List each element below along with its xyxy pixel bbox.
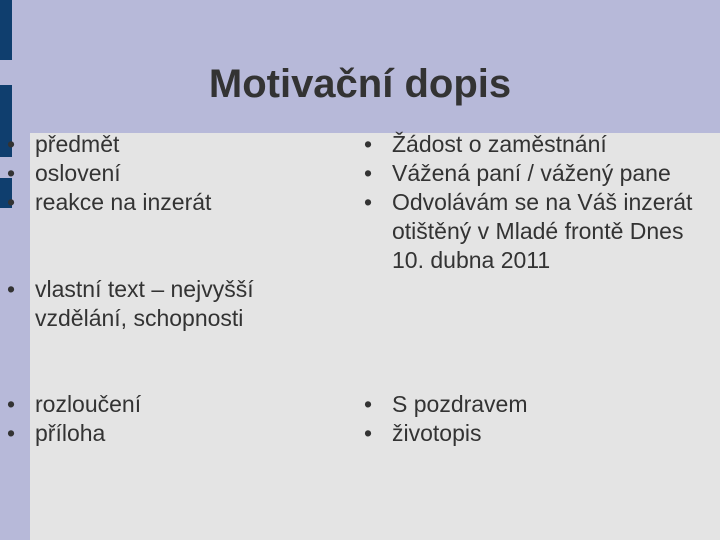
list-item — [7, 275, 327, 333]
bullet-icon: • — [364, 160, 373, 186]
list-item-text: rozloučení — [35, 391, 142, 417]
left-bullet-list — [7, 275, 327, 333]
right-bullet-list — [364, 130, 720, 275]
right-bullet-list — [364, 390, 720, 448]
list-item-text: Odvolávám se na Váš inzerát otištěný v Mladé frontě Dnes 10. dubna 2011 — [392, 189, 693, 273]
left-bullet-list — [7, 130, 327, 217]
bullet-icon: • — [7, 276, 16, 302]
bullet-icon: • — [7, 131, 16, 157]
list-item — [364, 188, 720, 275]
list-item — [7, 419, 327, 448]
bullet-icon: • — [364, 131, 373, 157]
bullet-icon: • — [7, 189, 16, 215]
bullet-icon: • — [364, 391, 373, 417]
list-item — [364, 130, 720, 159]
bullet-icon: • — [7, 160, 16, 186]
list-item-text: oslovení — [35, 160, 121, 186]
list-item — [364, 390, 720, 419]
list-item-text: předmět — [35, 131, 120, 157]
list-item-text: reakce na inzerát — [35, 189, 212, 215]
list-item — [364, 159, 720, 188]
list-item-text: S pozdravem — [392, 391, 528, 417]
bullet-icon: • — [364, 420, 373, 446]
list-item-text: příloha — [35, 420, 106, 446]
bullet-icon: • — [7, 420, 16, 446]
list-item-text: vlastní text – nejvyšší vzdělání, schopnosti — [35, 276, 254, 331]
list-item — [7, 188, 327, 217]
list-item-text: Žádost o zaměstnání — [392, 131, 607, 157]
slide-title: Motivační dopis — [208, 62, 512, 106]
list-item — [7, 159, 327, 188]
list-item — [364, 419, 720, 448]
bullet-icon: • — [7, 391, 16, 417]
left-bullet-list — [7, 390, 327, 448]
list-item-text: Vážená paní / vážený pane — [392, 160, 671, 186]
bullet-icon: • — [364, 189, 373, 215]
accent-bar — [0, 0, 12, 60]
list-item — [7, 130, 327, 159]
list-item — [7, 390, 327, 419]
list-item-text: životopis — [392, 420, 482, 446]
